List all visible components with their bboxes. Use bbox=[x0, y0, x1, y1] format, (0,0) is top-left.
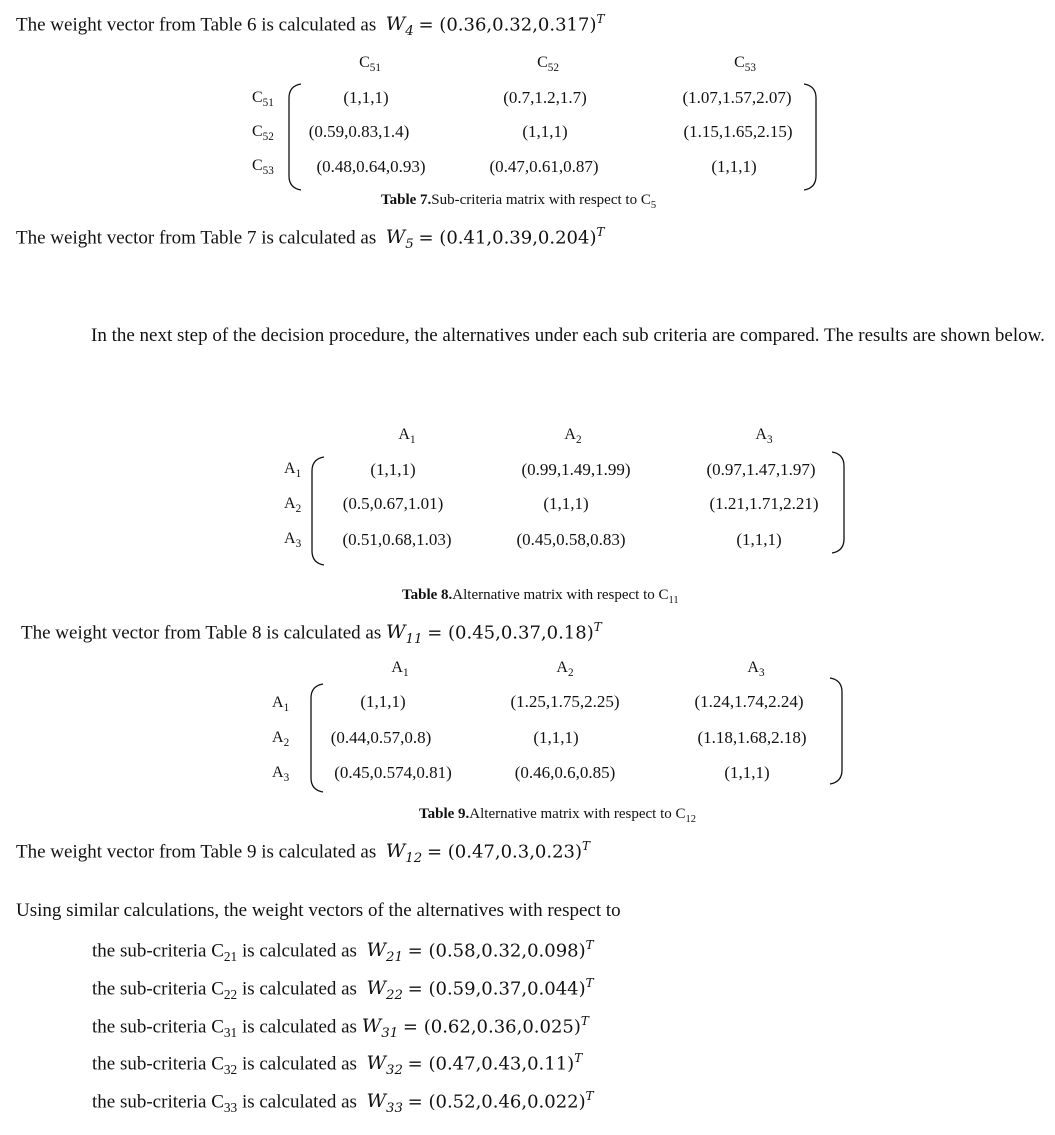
matrix-cell: (0.59,0.83,1.4) bbox=[308, 122, 410, 141]
row-label: $C_{53}$ bbox=[252, 157, 274, 178]
paragraph-text: In the next step of the decision procedure, the alternatives under each sub criteria are compared. The results are shown below. bbox=[91, 325, 1045, 346]
col-header: $A_3$ bbox=[755, 426, 773, 447]
w11-value: = (0.45,0.37,0.18) bbox=[427, 622, 594, 644]
col-header: $C_{53}$ bbox=[734, 54, 756, 75]
matrix-cell: (0.5,0.67,1.01) bbox=[342, 494, 444, 513]
subcriteria-line: the sub-criteria $C_{21}$ is calculated as $W_{21} = (0.58,0.32,0.098)^T$ bbox=[92, 938, 594, 966]
table-9-caption: Table 9.Alternative matrix with respect to $C_{12}$ bbox=[419, 806, 696, 825]
w11-text: The weight vector from Table 8 is calculated as bbox=[21, 622, 382, 644]
matrix-cell: (1,1,1) bbox=[711, 157, 757, 176]
matrix-cell: (1,1,1) bbox=[370, 460, 416, 479]
w11-variable: $W_{11}$ bbox=[386, 621, 423, 648]
row-label: $A_1$ bbox=[284, 460, 302, 481]
w12-text: The weight vector from Table 9 is calculated as bbox=[16, 841, 377, 863]
matrix-cell: (0.45,0.574,0.81) bbox=[334, 763, 452, 782]
col-header: $A_1$ bbox=[391, 659, 409, 680]
matrix-cell: (1.24,1.74,2.24) bbox=[694, 692, 804, 711]
matrix-cell: (0.46,0.6,0.85) bbox=[514, 763, 616, 782]
row-label: $A_3$ bbox=[272, 764, 290, 785]
col-header: $C_{51}$ bbox=[359, 54, 381, 75]
subcriteria-line: the sub-criteria $C_{32}$ is calculated as $W_{32} = (0.47,0.43,0.11)^T$ bbox=[92, 1051, 583, 1079]
row-label: $A_2$ bbox=[272, 729, 290, 750]
col-header: $A_2$ bbox=[564, 426, 582, 447]
matrix-cell: (1,1,1) bbox=[736, 530, 782, 549]
table-8-caption: Table 8.Alternative matrix with respect to $C_{11}$ bbox=[402, 587, 679, 606]
w12-transpose: T bbox=[582, 839, 591, 853]
weight-vector-w12-line bbox=[16, 839, 590, 866]
matrix-cell: (1.25,1.75,2.25) bbox=[510, 692, 620, 711]
matrix-cell: (1,1,1) bbox=[543, 494, 589, 513]
similar-calculations-intro: Using similar calculations, the weight vectors of the alternatives with respect to bbox=[16, 900, 621, 921]
matrix-cell: (1,1,1) bbox=[522, 122, 568, 141]
w5-variable: $W_5$ bbox=[385, 226, 414, 253]
row-label: $C_{52}$ bbox=[252, 123, 274, 144]
table-7-caption: Table 7.Sub-criteria matrix with respect to $C_5$ bbox=[381, 192, 657, 211]
col-header: $A_2$ bbox=[556, 659, 574, 680]
matrix-cell: (1,1,1) bbox=[533, 728, 579, 747]
matrix-cell: (1,1,1) bbox=[724, 763, 770, 782]
w5-value: = (0.41,0.39,0.204) bbox=[418, 227, 597, 249]
matrix-cell: (0.51,0.68,1.03) bbox=[342, 530, 452, 549]
row-label: $A_2$ bbox=[284, 495, 302, 516]
matrix-cell: (0.45,0.58,0.83) bbox=[516, 530, 626, 549]
matrix-cell: (1.07,1.57,2.07) bbox=[682, 88, 792, 107]
subcriteria-line: the sub-criteria $C_{31}$ is calculated as $W_{31} = (0.62,0.36,0.025)^T$ bbox=[92, 1014, 589, 1042]
w4-value: = (0.36,0.32,0.317) bbox=[418, 14, 597, 36]
col-header: $A_3$ bbox=[747, 659, 765, 680]
subcriteria-line: the sub-criteria $C_{22}$ is calculated as $W_{22} = (0.59,0.37,0.044)^T$ bbox=[92, 976, 594, 1004]
matrix-cell: (1.15,1.65,2.15) bbox=[683, 122, 793, 141]
row-label: $A_3$ bbox=[284, 530, 302, 551]
row-label: $C_{51}$ bbox=[252, 89, 274, 110]
matrix-cell: (0.44,0.57,0.8) bbox=[330, 728, 432, 747]
matrix-cell: (0.7,1.2,1.7) bbox=[503, 88, 587, 107]
matrix-cell: (0.47,0.61,0.87) bbox=[489, 157, 599, 176]
w4-transpose: T bbox=[596, 12, 605, 26]
subcriteria-line: the sub-criteria $C_{33}$ is calculated as $W_{33} = (0.52,0.46,0.022)^T$ bbox=[92, 1089, 594, 1117]
col-header: $A_1$ bbox=[398, 426, 416, 447]
matrix-cell: (1,1,1) bbox=[343, 88, 389, 107]
w5-transpose: T bbox=[596, 225, 605, 239]
matrix-cell: (1.21,1.71,2.21) bbox=[709, 494, 819, 513]
w12-variable: $W_{12}$ bbox=[385, 840, 423, 867]
w4-text: The weight vector from Table 6 is calculated as bbox=[16, 14, 377, 36]
left-bracket bbox=[307, 682, 327, 794]
w5-text: The weight vector from Table 7 is calculated as bbox=[16, 227, 377, 249]
matrix-cell: (0.97,1.47,1.97) bbox=[706, 460, 816, 479]
matrix-cell: (0.48,0.64,0.93) bbox=[316, 157, 426, 176]
w12-value: = (0.47,0.3,0.23) bbox=[426, 841, 583, 863]
row-label: $A_1$ bbox=[272, 694, 290, 715]
matrix-cell: (1,1,1) bbox=[360, 692, 406, 711]
w11-transpose: T bbox=[593, 620, 602, 634]
right-bracket bbox=[826, 676, 846, 786]
col-header: $C_{52}$ bbox=[537, 54, 559, 75]
matrix-cell: (0.99,1.49,1.99) bbox=[521, 460, 631, 479]
w4-variable: $W_4$ bbox=[385, 13, 414, 40]
matrix-cell: (1.18,1.68,2.18) bbox=[697, 728, 807, 747]
